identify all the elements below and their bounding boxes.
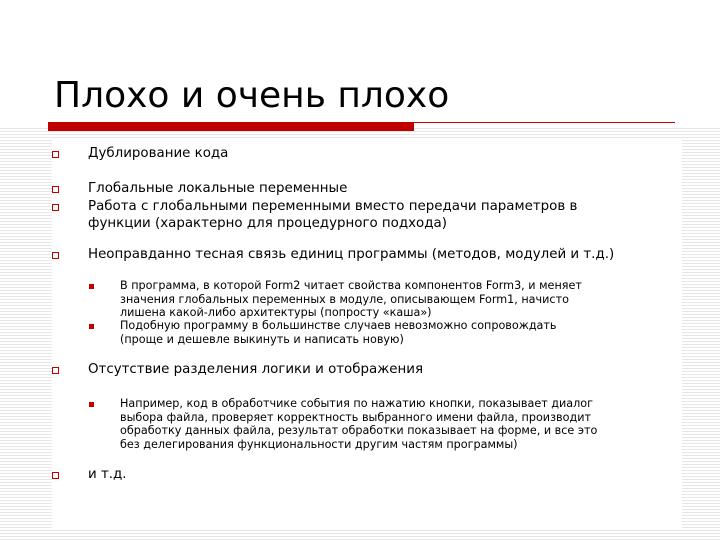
title-underline-thick	[48, 122, 414, 131]
square-bullet-icon	[52, 252, 59, 259]
bullet-text: Отсутствие разделения логики и отображения	[88, 362, 424, 377]
filled-square-bullet-icon	[89, 402, 94, 407]
square-bullet-icon	[52, 204, 59, 211]
bullet-text: Глобальные локальные переменные	[88, 181, 348, 196]
sub-bullet-text: Подобную программу в большинстве случаев невозможно сопровождать (проще и дешевле выкинуть и написать новую)	[120, 319, 557, 346]
sub-bullet-text: Например, код в обработчике события по нажатию кнопки, показывает диалог выбора файла, проверяет корректность выбранного имени файла, производит обработку данных файла, результат обработки показывает на форме, и все это без делегирования функциональности другим частям программы)	[120, 397, 598, 451]
square-bullet-icon	[52, 472, 59, 479]
slide-title: Плохо и очень плохо	[54, 75, 450, 116]
square-bullet-icon	[52, 367, 59, 374]
bullet-text: Работа с глобальными переменными вместо передачи параметров в функции (характерно для процедурного подхода)	[88, 199, 578, 231]
bullet-list	[52, 140, 682, 530]
sub-bullet-text: В программа, в которой Form2 читает свойства компонентов Form3, и меняет значения глобальных переменных в модуле, описывающем Form1, начисто лишена какой-либо архитектуры (попросту «каша»)	[120, 279, 582, 319]
bullet-text: Неоправданно тесная связь единиц программы (методов, модулей и т.д.)	[88, 247, 615, 262]
square-bullet-icon	[52, 151, 59, 158]
title-underline-thin	[414, 122, 675, 123]
filled-square-bullet-icon	[89, 284, 94, 289]
square-bullet-icon	[52, 186, 59, 193]
bullet-text: и т.д.	[88, 467, 127, 482]
bullet-text: Дублирование кода	[88, 146, 229, 161]
filled-square-bullet-icon	[89, 324, 94, 329]
